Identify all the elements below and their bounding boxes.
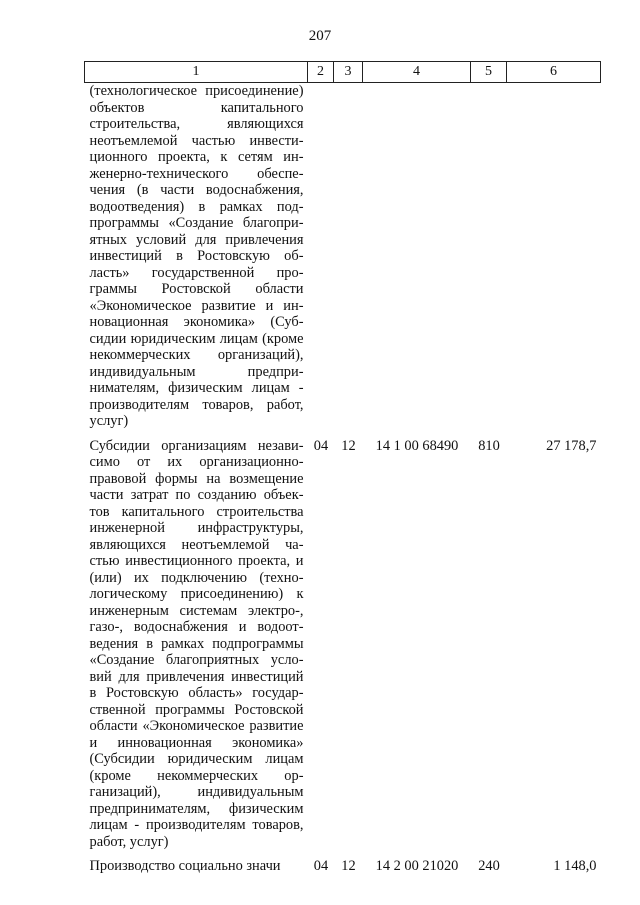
row-description: Производство социально значи <box>89 858 281 874</box>
table-header-row <box>85 62 601 83</box>
row-amount: 27 178,7 <box>546 437 597 454</box>
column-header: 5 <box>471 62 507 83</box>
row-expense-type-code: 810 <box>478 437 500 454</box>
row-target-item-code: 14 2 00 21020 <box>375 858 459 874</box>
row-target-item-code <box>363 83 471 438</box>
column-header: 2 <box>308 62 334 83</box>
budget-table <box>84 61 601 875</box>
row-subsection-code: 12 <box>341 858 356 874</box>
row-description: (технологическое присоединение) объектов капитального строительства, являющихся неотъемлемой частью инвестиционного проекта, к сетям инженерно-технического обеспечения (в части водоснабжения, водоотведения) в рамках подпрограммы «Создание благоприятных условий для привлечения инвестиций в Ростовскую область» государственной программы Ростовской области «Экономическое развитие и инновационная экономика» (Субсидии юридическим лицам (кроме некоммерческих организаций), индивидуальным предпринимателям, физическим лицам - производителям товаров, работ, услуг) <box>89 83 304 429</box>
column-header: 3 <box>334 62 363 83</box>
row-expense-type-code: 240 <box>478 858 500 874</box>
row-section-code: 04 <box>313 437 329 454</box>
row-subsection-code <box>334 83 363 438</box>
column-header: 1 <box>85 62 308 83</box>
column-header: 4 <box>363 62 471 83</box>
table-row <box>85 858 601 875</box>
row-subsection-code: 12 <box>341 437 356 454</box>
row-expense-type-code <box>471 83 507 438</box>
column-header: 6 <box>507 62 601 83</box>
row-target-item-code: 14 1 00 68490 <box>375 437 459 454</box>
table-row <box>85 83 601 438</box>
row-description: Субсидии организациям независимо от их организационно-правовой формы на возмещение части затрат по созданию объектов капитального строительства инженерной инфраструктуры, являющихся неотъемлемой частью инвестиционного проекта, и (или) их подключению (технологическому присоединению) к инженерным системам электро-, газо-, водоснабжения и водоотведения в рамках подпрограммы «Создание благоприятных условий для привлечения инвестиций в Ростовскую область» государственной программы Ростовской области «Экономическое развитие и инновационная экономика» (Субсидии юридическим лицам (кроме некоммерческих организаций), индивидуальным предпринимателям, физическим лицам - производителям товаров, работ, услуг) <box>89 437 304 850</box>
row-amount <box>507 83 601 438</box>
row-section-code <box>308 83 334 438</box>
page-number: 207 <box>308 28 332 44</box>
row-section-code: 04 <box>313 858 329 874</box>
row-amount: 1 148,0 <box>553 858 597 874</box>
table-row <box>85 438 601 859</box>
